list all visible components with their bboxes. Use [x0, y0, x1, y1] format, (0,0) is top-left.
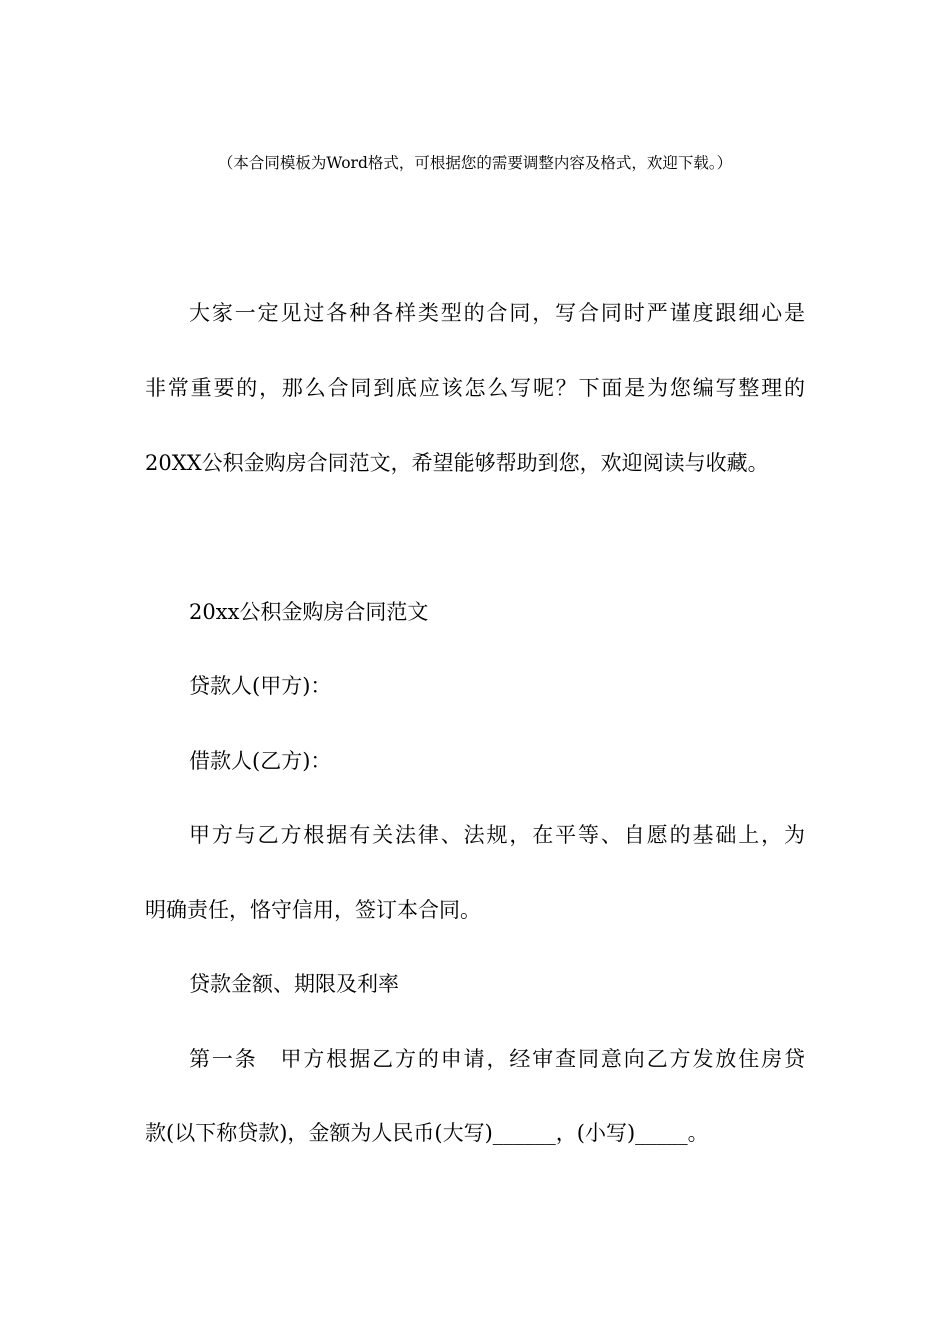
intro-line-2: 非常重要的，那么合同到底应该怎么写呢？下面是为您编写整理的: [145, 376, 805, 400]
borrower-label: 借款人(乙方)：: [189, 749, 332, 773]
article1-line-2: 款(以下称贷款)，金额为人民币(大写)______，(小写)_____。: [145, 1121, 709, 1145]
template-note: （本合同模板为Word格式，可根据您的需要调整内容及格式，欢迎下载。）: [217, 154, 733, 172]
preamble-line-2: 明确责任，恪守信用，签订本合同。: [145, 898, 481, 922]
contract-title: 20xx公积金购房合同范文: [189, 600, 429, 624]
lender-label: 贷款人(甲方)：: [189, 674, 332, 698]
article1-line-1: 第一条 甲方根据乙方的申请，经审查同意向乙方发放住房贷: [189, 1047, 805, 1071]
section-heading: 贷款金额、期限及利率: [189, 972, 399, 996]
intro-line-3: 20XX公积金购房合同范文，希望能够帮助到您，欢迎阅读与收藏。: [145, 451, 769, 475]
preamble-line-1: 甲方与乙方根据有关法律、法规，在平等、自愿的基础上，为: [189, 823, 805, 847]
intro-line-1: 大家一定见过各种各样类型的合同，写合同时严谨度跟细心是: [189, 301, 805, 325]
